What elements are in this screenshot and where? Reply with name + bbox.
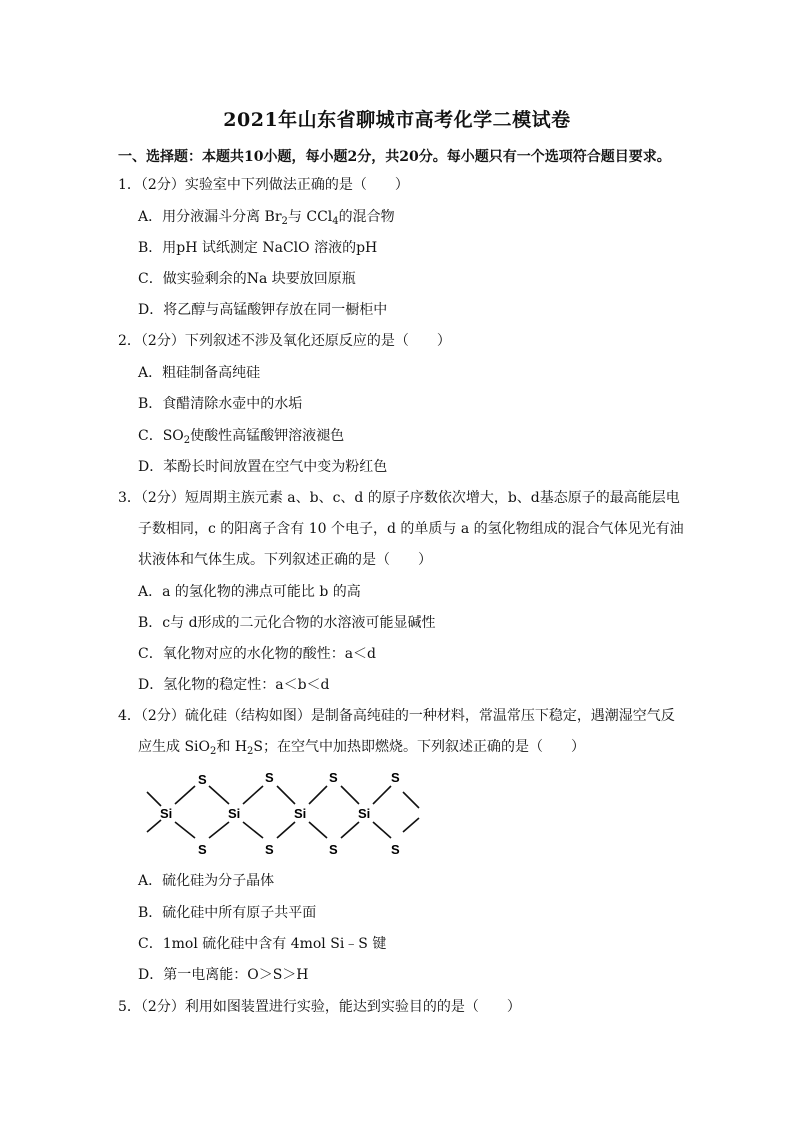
option-text: 使酸性高锰酸钾溶液褪色 [190,428,345,444]
atom-s: S [391,842,400,857]
question-1-option-b[interactable]: B．用pH 试纸测定 NaClO 溶液的pH [138,240,378,256]
atom-si: Si [358,806,371,821]
subscript: 2 [281,216,288,227]
question-5-stem: 5．（2分）利用如图装置进行实验，能达到实验目的的是（ ） [118,999,521,1015]
question-3-stem-line-3: 状液体和气体生成。下列叙述正确的是（ ） [138,552,432,568]
question-4-stem-line-1: 4．（2分）硫化硅（结构如图）是制备高纯硅的一种材料，常温常压下稳定，遇潮湿空气反 [118,708,675,724]
question-4-option-a[interactable]: A．硫化硅为分子晶体 [138,873,275,889]
question-2-option-a[interactable]: A．粗硅制备高纯硅 [138,365,261,381]
atom-si: Si [228,806,241,821]
question-2-option-d[interactable]: D．苯酚长时间放置在空气中变为粉红色 [138,459,388,475]
question-3-option-a[interactable]: A．a 的氢化物的沸点可能比 b 的高 [138,584,361,600]
stem-text: S；在空气中加热即燃烧。下列叙述正确的是（ ） [253,739,586,755]
question-2-stem: 2．（2分）下列叙述不涉及氧化还原反应的是（ ） [118,333,451,349]
silicon-sulfide-structure-diagram [135,764,435,859]
stem-text: 应生成 SiO [138,739,210,755]
question-2-option-c[interactable] [138,427,344,445]
atom-s: S [198,772,207,787]
stem-text: 和 H [216,739,248,755]
option-text: 的混合物 [338,209,395,225]
subscript: 2 [183,435,191,446]
question-1-option-c[interactable]: C．做实验剩余的Na 块要放回原瓶 [138,271,356,287]
option-text: C．SO [138,428,184,444]
question-3-stem-line-2: 子数相同，c 的阳离子含有 10 个电子，d 的单质与 a 的氢化物组成的混合气体见光有油 [138,521,684,537]
atom-s: S [329,842,338,857]
atom-s: S [265,770,274,785]
bond-lines [147,786,419,838]
question-4-option-c[interactable]: C．1mol 硫化硅中含有 4mol Si﹣S 键 [138,936,387,952]
option-text: A．用分液漏斗分离 Br [138,209,282,225]
atom-si: Si [160,806,173,821]
subscript: 2 [210,746,217,757]
question-4-stem-line-2 [138,738,585,756]
atom-s: S [391,770,400,785]
atom-s: S [329,770,338,785]
question-1-stem: 1．（2分）实验室中下列做法正确的是（ ） [118,177,409,193]
section-heading: 一、选择题：本题共10小题，每小题2分，共20分。每小题只有一个选项符合题目要求。 [118,149,671,165]
atom-s: S [265,842,274,857]
question-4-option-b[interactable]: B．硫化硅中所有原子共平面 [138,905,317,921]
question-3-option-b[interactable]: B．c与 d形成的二元化合物的水溶液可能显碱性 [138,615,436,631]
question-4-option-d[interactable]: D．第一电离能：O＞S＞H [138,967,309,983]
question-3-option-c[interactable]: C．氧化物对应的水化物的酸性：a＜d [138,646,377,662]
subscript: 4 [332,216,339,227]
subscript: 2 [247,746,254,757]
question-1-option-d[interactable]: D．将乙醇与高锰酸钾存放在同一橱柜中 [138,302,388,318]
atom-si: Si [294,806,307,821]
atom-s: S [198,842,207,857]
page-title: 2021年山东省聊城市高考化学二模试卷 [223,109,571,131]
question-3-option-d[interactable]: D．氢化物的稳定性：a＜b＜d [138,677,330,693]
question-3-stem-line-1: 3．（2分）短周期主族元素 a、b、c、d 的原子序数依次增大，b、d基态原子的最高能层电 [118,490,680,506]
question-2-option-b[interactable]: B．食醋清除水壶中的水垢 [138,396,303,412]
question-1-option-a[interactable] [138,208,395,226]
option-text: 与 CCl [287,209,333,225]
